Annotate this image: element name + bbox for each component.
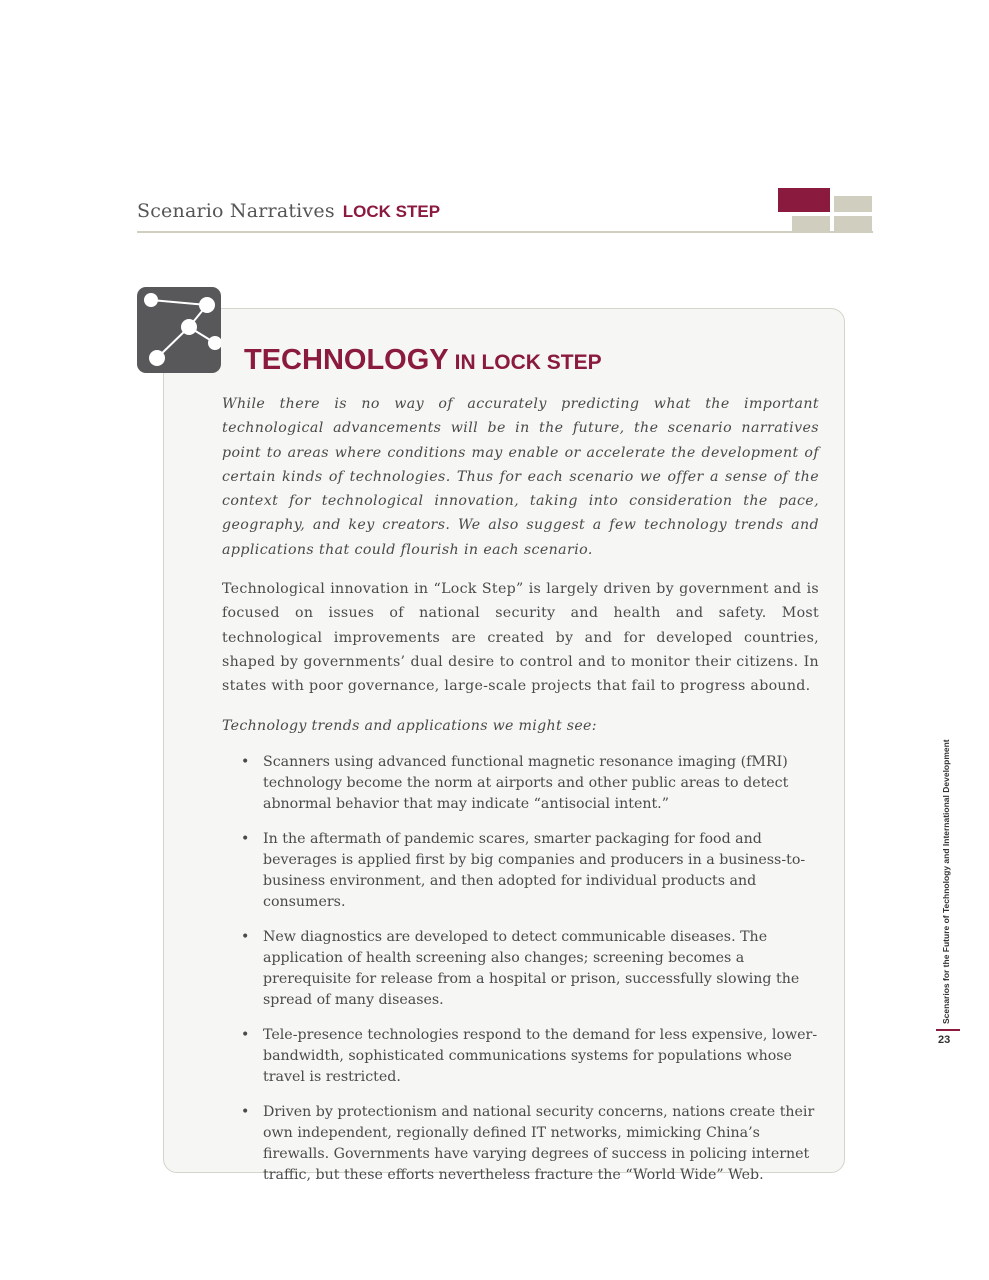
bullet-icon: •: [241, 830, 250, 847]
list-item: [222, 1025, 819, 1088]
bullet-icon: •: [241, 753, 250, 770]
header-rule: [137, 231, 873, 233]
list-item-text: Tele-presence technologies respond to the demand for less expensive, lower-bandwidth, sophisticated communications systems for populations whose travel is restricted.: [263, 1026, 818, 1085]
decor-block: [834, 196, 872, 212]
heading-main: TECHNOLOGY: [244, 344, 449, 376]
bullet-icon: •: [241, 1103, 250, 1120]
list-item-text: Driven by protectionism and national security concerns, nations create their own independent, regionally defined IT networks, mimicking China’s firewalls. Governments have varying degrees of success in policing internet traffic, but these efforts nevertheless fracture the “World Wide” Web.: [263, 1103, 815, 1183]
intro-paragraph: While there is no way of accurately predicting what the important technological advancements will be in the future, the scenario narratives point to areas where conditions may enable or accelerate the development of certain kinds of technologies. Thus for each scenario we offer a sense of the context for technological innovation, taking into consideration the pace, geography, and key creators. We also suggest a few technology trends and applications that could flourish in each scenario.: [222, 396, 819, 558]
list-item: [222, 752, 819, 815]
list-item: [222, 829, 819, 913]
list-item-text: New diagnostics are developed to detect communicable diseases. The application of health screening also changes; screening becomes a prerequisite for release from a hospital or prison, successfully slowing the spread of many diseases.: [263, 928, 800, 1008]
trends-list: [222, 752, 819, 1186]
trends-label: Technology trends and applications we might see:: [222, 717, 597, 734]
decor-block: [792, 216, 830, 232]
sidebar-document-title: Scenarios for the Future of Technology and International Development: [941, 739, 951, 1024]
panel-heading: [244, 344, 602, 377]
network-nodes-icon: [137, 287, 221, 373]
body-paragraph: Technological innovation in “Lock Step” is largely driven by government and is focused on issues of national security and health and safety. Most technological improvements are created by and for developed countries, shaped by governments’ dual desire to control and to monitor their citizens. In states with poor governance, large-scale projects that fail to progress abound.: [222, 581, 819, 695]
section-subtitle: LOCK STEP: [342, 202, 441, 221]
decor-block: [834, 216, 872, 232]
decor-block-accent: [778, 188, 830, 212]
bullet-icon: •: [241, 928, 250, 945]
panel-content: [222, 392, 819, 1200]
section-title: Scenario Narratives: [137, 200, 335, 222]
sidebar-rule: [936, 1029, 960, 1031]
list-item-text: In the aftermath of pandemic scares, smarter packaging for food and beverages is applied first by big companies and producers in a business-to-business environment, and then adopted for individual products and consumers.: [263, 830, 806, 910]
page-header: [137, 200, 873, 222]
list-item: [222, 927, 819, 1011]
list-item-text: Scanners using advanced functional magnetic resonance imaging (fMRI) technology become the norm at airports and other public areas to detect abnormal behavior that may indicate “antisocial intent.”: [263, 753, 789, 812]
list-item: [222, 1102, 819, 1186]
heading-sub: IN LOCK STEP: [454, 351, 602, 374]
bullet-icon: •: [241, 1026, 250, 1043]
page-number: 23: [938, 1034, 951, 1046]
